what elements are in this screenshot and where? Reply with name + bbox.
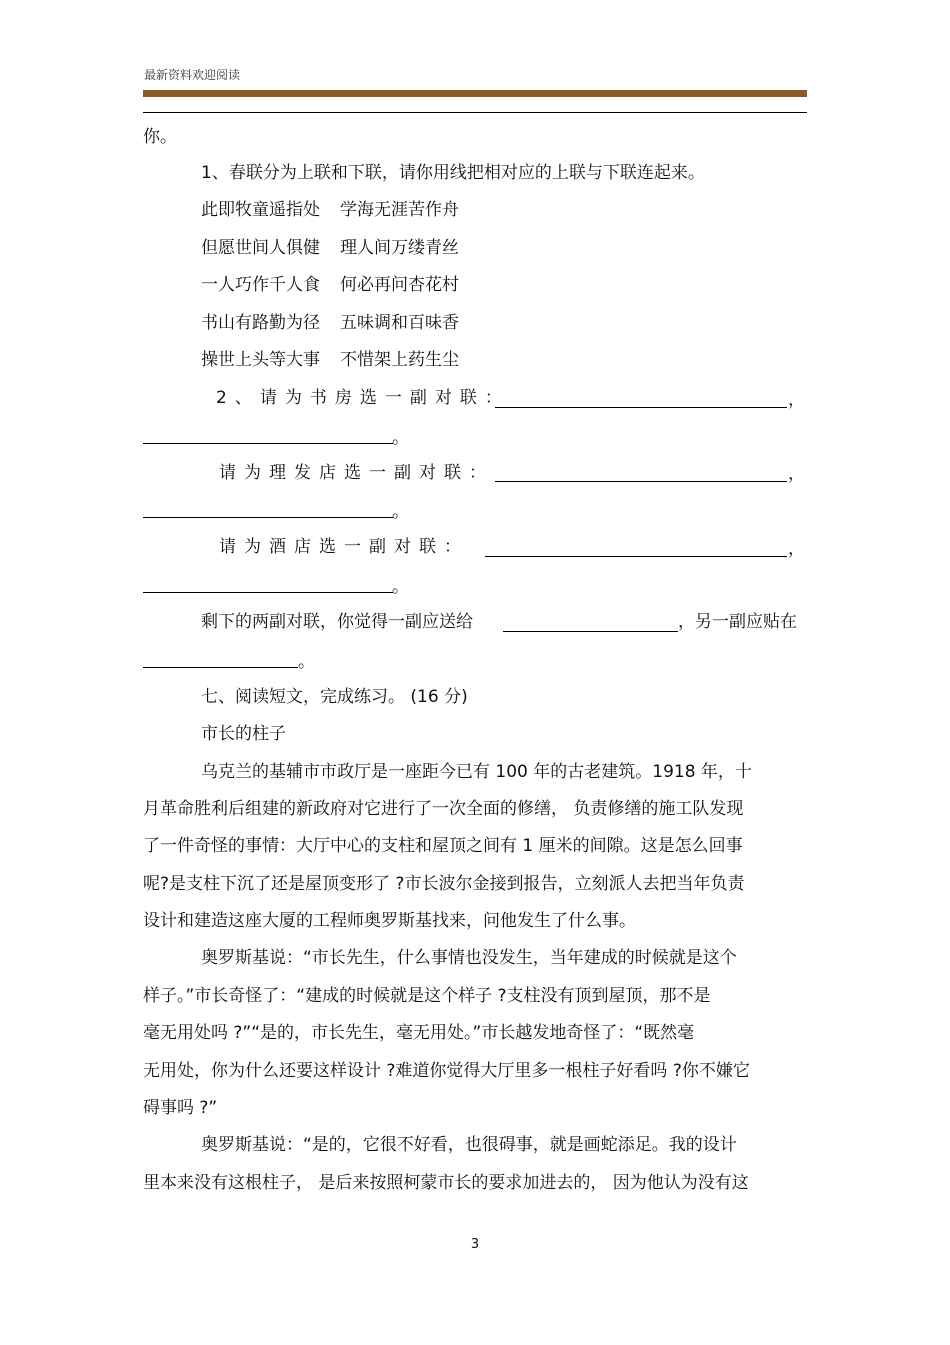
period: 。 [392,428,409,448]
remaining-text-a: 剩下的两副对联，你觉得一副应送给 [201,612,473,632]
period: 。 [392,502,409,522]
answer-blank[interactable] [503,613,678,632]
question-2-study: 2、请为书房选一副对联： [216,388,510,408]
paragraph-line: 了一件奇怪的事情：大厅中心的支柱和屋顶之间有 1 厘米的间隙。这是怎么回事 [143,836,743,856]
paragraph-line: 奥罗斯基说：“是的，它很不好看，也很碍事，就是画蛇添足。我的设计 [201,1135,737,1155]
couplet-row [201,349,459,371]
section-7-heading: 七、阅读短文，完成练习。 (16 分) [201,687,468,707]
answer-blank[interactable] [143,425,393,444]
answer-blank[interactable] [495,389,787,408]
question-1: 1、春联分为上联和下联，请你用线把相对应的上联与下联连起来。 [201,163,705,183]
paragraph-line: 乌克兰的基辅市市政厅是一座距今已有 100 年的古老建筑。1918 年，十 [201,762,752,782]
couplet-lower: 学海无涯苦作舟 [340,200,459,220]
paragraph-line: 呢?是支柱下沉了还是屋顶变形了 ?市长波尔金接到报告，立刻派人去把当年负责 [143,874,745,894]
answer-blank[interactable] [485,538,787,557]
couplet-upper: 书山有路勤为径 [201,313,320,333]
couplet-row [201,274,459,296]
paragraph-line: 设计和建造这座大厦的工程师奥罗斯基找来，问他发生了什么事。 [143,911,636,931]
header-rule-thick [143,90,807,97]
couplet-lower: 不惜架上药生尘 [340,350,459,370]
header-rule-thin [143,112,807,113]
paragraph-line: 里本来没有这根柱子， 是后来按照柯蒙市长的要求加进去的， 因为他认为没有这 [143,1173,749,1193]
comma: ， [788,390,805,410]
continuation-text: 你。 [143,127,177,147]
question-2-hotel: 请为酒店选一副对联： [219,537,469,557]
page-header: 最新资料欢迎阅读 [144,68,241,82]
remaining-text-b: ，另一副应贴在 [678,612,797,632]
couplet-lower: 五味调和百味香 [340,313,459,333]
question-2-barber: 请为理发店选一副对联： [219,463,494,483]
couplet-upper: 此即牧童遥指处 [201,200,320,220]
answer-blank[interactable] [143,499,393,518]
paragraph-line: 样子。”市长奇怪了：“建成的时候就是这个样子 ?支柱没有顶到屋顶，那不是 [143,986,711,1006]
comma: ， [788,464,805,484]
period: 。 [298,652,315,672]
couplet-lower: 何必再问杏花村 [340,275,459,295]
answer-blank[interactable] [143,574,393,593]
period: 。 [392,577,409,597]
story-title: 市长的柱子 [201,724,286,744]
couplet-row [201,237,459,259]
paragraph-line: 奥罗斯基说：“市长先生，什么事情也没发生，当年建成的时候就是这个 [201,948,737,968]
page-number: 3 [470,1237,480,1252]
answer-blank[interactable] [495,463,787,482]
paragraph-line: 碍事吗 ?” [143,1098,218,1118]
couplet-row [201,199,459,221]
couplet-row [201,312,459,334]
paragraph-line: 月革命胜利后组建的新政府对它进行了一次全面的修缮， 负责修缮的施工队发现 [143,799,744,819]
paragraph-line: 无用处，你为什么还要这样设计 ?难道你觉得大厅里多一根柱子好看吗 ?你不嫌它 [143,1061,750,1081]
couplet-lower: 理人间万缕青丝 [340,238,459,258]
comma: ， [788,539,805,559]
paragraph-line: 毫无用处吗 ?”“是的，市长先生，毫无用处。”市长越发地奇怪了：“既然毫 [143,1023,695,1043]
answer-blank[interactable] [143,649,298,668]
couplet-upper: 操世上头等大事 [201,350,320,370]
couplet-upper: 一人巧作千人食 [201,275,320,295]
couplet-upper: 但愿世间人俱健 [201,238,320,258]
